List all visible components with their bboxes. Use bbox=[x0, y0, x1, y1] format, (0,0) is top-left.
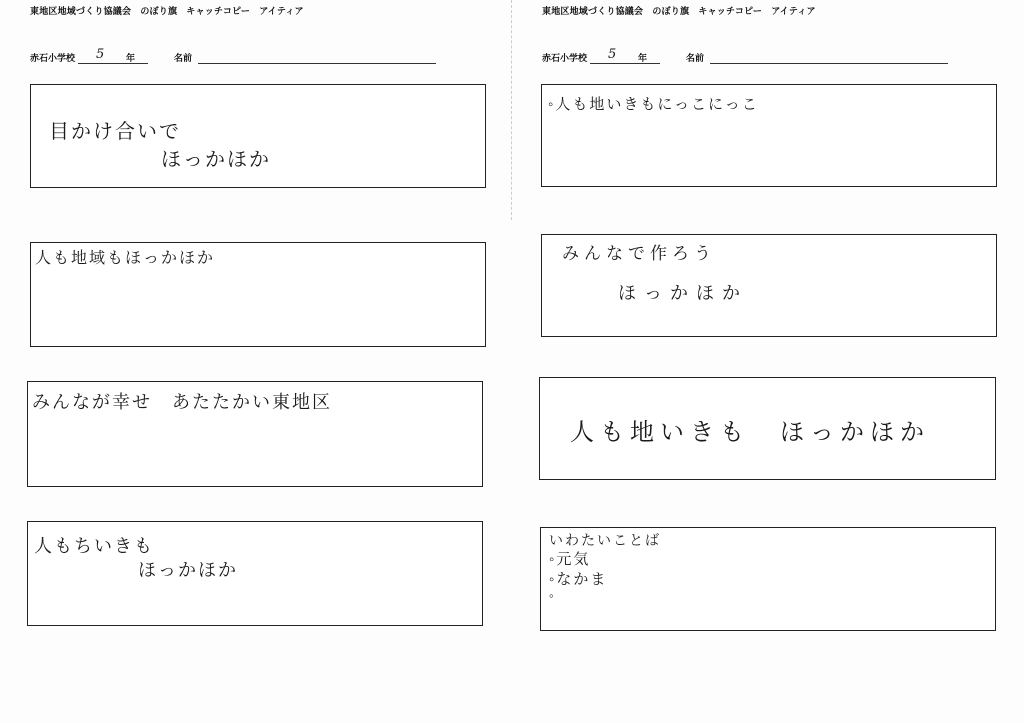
idea-box-1 bbox=[541, 84, 997, 187]
idea-text: ほっかほか bbox=[138, 560, 238, 581]
idea-box-1 bbox=[30, 84, 486, 188]
school-label: 赤石小学校 bbox=[542, 54, 588, 64]
idea-box-2 bbox=[541, 234, 997, 337]
idea-box-3 bbox=[27, 381, 483, 487]
idea-text: ◦元気 bbox=[549, 550, 591, 568]
idea-text: ◦ bbox=[549, 589, 556, 604]
name-label: 名前 bbox=[686, 54, 705, 64]
idea-box-4 bbox=[27, 521, 483, 626]
student-info bbox=[542, 46, 952, 68]
idea-text: 目かけ合いで bbox=[49, 119, 181, 143]
idea-box-4 bbox=[540, 527, 996, 631]
idea-text: ほっかほか bbox=[161, 147, 271, 171]
grade-field bbox=[590, 45, 660, 64]
sheet-title: 東地区地域づくり協議会 のぼり旗 キャッチコピー アイティア bbox=[542, 7, 816, 17]
student-info bbox=[30, 46, 440, 68]
grade-suffix: 年 bbox=[126, 54, 136, 64]
school-label: 赤石小学校 bbox=[30, 54, 76, 64]
idea-text: みんなで作ろう bbox=[562, 244, 716, 264]
name-field bbox=[198, 63, 436, 64]
idea-text: 人も地域もほっかほか bbox=[35, 248, 216, 267]
idea-text: ◦人も地いきもにっこにっこ bbox=[548, 95, 759, 113]
idea-text: みんなが幸せ あたたかい東地区 bbox=[32, 392, 332, 413]
grade-field bbox=[78, 45, 148, 64]
grade-value: 5 bbox=[608, 47, 617, 62]
name-label: 名前 bbox=[174, 54, 193, 64]
grade-suffix: 年 bbox=[638, 54, 648, 64]
grade-value: 5 bbox=[96, 47, 105, 62]
idea-text: いわたいことば bbox=[549, 533, 661, 549]
idea-box-2 bbox=[30, 242, 486, 347]
idea-text: ほっかほか bbox=[618, 283, 748, 304]
idea-text: 人も地いきも ほっかほか bbox=[570, 418, 930, 446]
idea-text: ◦なかま bbox=[549, 570, 608, 588]
sheet-title: 東地区地域づくり協議会 のぼり旗 キャッチコピー アイティア bbox=[30, 7, 304, 17]
right-sheet bbox=[512, 0, 1024, 723]
idea-text: 人もちいきも bbox=[34, 536, 154, 557]
name-field bbox=[710, 63, 948, 64]
idea-box-3 bbox=[539, 377, 996, 480]
